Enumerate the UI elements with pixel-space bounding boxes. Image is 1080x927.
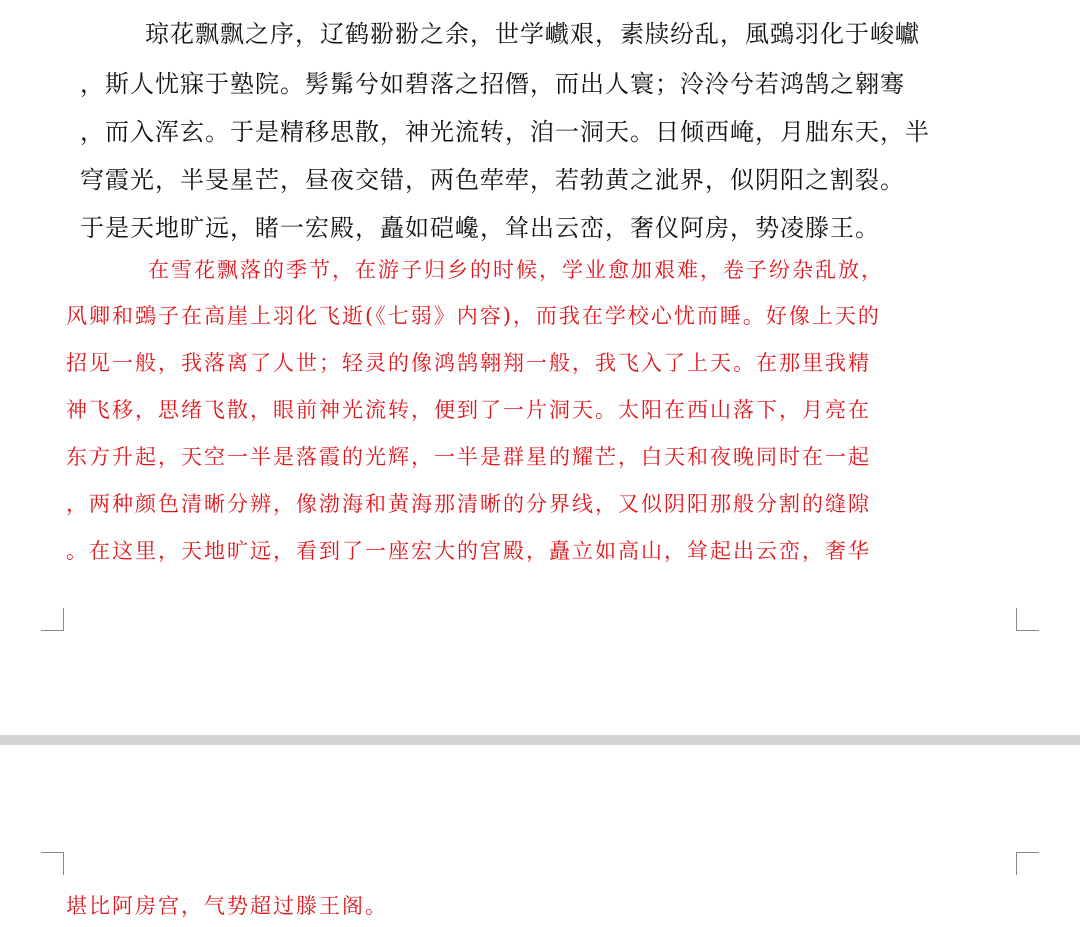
classical-line: 琼花飘飘之序，辽鹤翂翂之余，世学巇艰，素牍纷乱，風鵶羽化于峻巘 — [145, 20, 920, 48]
margin-corner-mark — [1016, 608, 1039, 631]
classical-line: ，斯人忧寐于塾院。髣髴兮如碧落之招僭，而出人寰；泠泠兮若鸿鹄之翱骞 — [80, 70, 905, 98]
classical-line: ，而入浑玄。于是精移思散，神光流转，洎一洞天。日倾西崦，月朏东天，半 — [80, 118, 930, 146]
translation-line: 堪比阿房宫，气势超过滕王阁。 — [66, 894, 388, 918]
margin-corner-mark — [41, 852, 64, 875]
document-page — [0, 745, 1080, 927]
translation-line: 在雪花飘落的季节，在游子归乡的时候，学业愈加艰难，卷子纷杂乱放， — [148, 258, 884, 282]
translation-line: 神飞移，思绪飞散，眼前神光流转，便到了一片洞天。太阳在西山落下，月亮在 — [66, 398, 871, 422]
margin-corner-mark — [1016, 852, 1039, 875]
translation-line: 招见一般，我落离了人世；轻灵的像鸿鹄翱翔一般，我飞入了上天。在那里我精 — [66, 351, 871, 375]
translation-line: 东方升起，天空一半是落霞的光辉，一半是群星的耀芒，白天和夜晚同时在一起 — [66, 445, 871, 469]
page-separator — [0, 735, 1080, 745]
margin-corner-mark — [41, 608, 64, 631]
classical-line: 于是天地旷远，睹一宏殿，矗如硙巉，耸出云峦，奢仪阿房，势凌滕王。 — [80, 214, 880, 242]
translation-line: 。在这里，天地旷远，看到了一座宏大的宫殿，矗立如高山，耸起出云峦，奢华 — [66, 539, 871, 563]
classical-line: 穹霞光，半旻星芒，昼夜交错，两色荦荦，若勃黄之泚界，似阴阳之割裂。 — [80, 166, 905, 194]
translation-line: ，两种颜色清晰分辨，像渤海和黄海那清晰的分界线，又似阴阳那般分割的缝隙 — [66, 492, 871, 516]
translation-line: 风卿和鵶子在高崖上羽化飞逝(《七弱》内容)，而我在学校心忧而睡。好像上天的 — [66, 304, 881, 328]
